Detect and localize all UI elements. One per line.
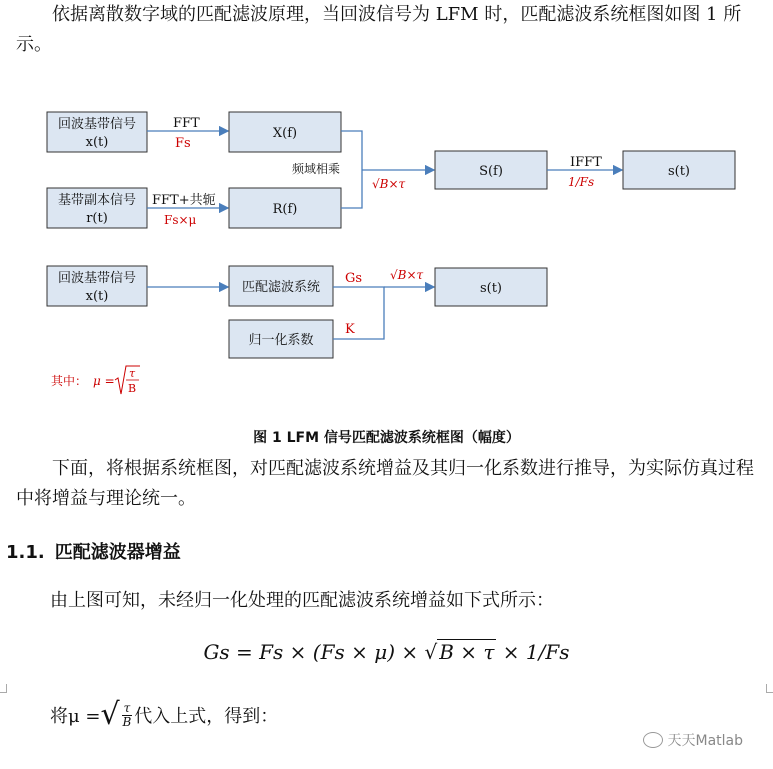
figure-caption: 图 1 LFM 信号匹配滤波系统框图（幅度） [253,430,520,446]
norm-coeff-box-label: 归一化系数 [248,333,314,348]
substitution-line [50,697,279,732]
paragraph-2: 下面，将根据系统框图，对匹配滤波系统增益及其归一化系数进行推导，为实际仿真过程中将增益与理论统一。 [16,458,754,509]
sub-prefix: 将μ = [50,706,101,727]
ifft-label: IFFT [570,155,602,170]
ref-signal-box-line1: 基带副本信号 [57,193,137,208]
frac-num: τ [123,700,131,715]
k-label: K [345,322,355,337]
xf-box-label: X(f) [272,126,298,141]
fft-label: FFT [173,116,200,131]
echo-signal-box-1-line2: x(t) [85,135,109,150]
fft-conj-label: FFT+共轭 [152,193,216,208]
note-b: B [128,382,137,395]
tau-over-b-fraction [122,702,133,729]
fs-mu-label: Fs×μ [164,213,197,227]
echo-signal-box-1-line1: 回波基带信号 [57,117,137,132]
sub-suffix: 代入上式，得到： [134,706,279,727]
section-heading [6,538,191,564]
fs-label: Fs [175,136,191,151]
note-mu: μ = [93,374,115,388]
echo-signal-box-2-line2: x(t) [85,289,109,304]
frac-den: B [122,714,132,729]
wechat-icon [643,732,663,748]
section-number: 1.1. [6,542,45,563]
watermark-text: 天天Matlab [667,733,743,749]
gs-label: Gs [345,271,363,286]
freq-multiply-label: 频域相乘 [292,162,341,176]
one-over-fs-label: 1/Fs [568,175,595,189]
page-corner-left [0,684,7,693]
formula-right: × 1/Fs [496,640,570,664]
intro-paragraph: 依据离散数字域的匹配滤波原理，当回波信号为 LFM 时，匹配滤波系统框图如图 1 所示。 [16,4,742,55]
st-box-1-label: s(t) [667,164,691,179]
sqrt-btau-label-1: √B×τ [372,177,406,191]
mf-system-box-label: 匹配滤波系统 [241,280,321,295]
page-corner-right [766,684,773,693]
rf-box-label: R(f) [272,202,298,217]
sf-box-label: S(f) [479,164,503,179]
formula-root: B × τ [439,640,495,664]
section-title: 匹配滤波器增益 [54,542,181,563]
watermark [643,730,743,750]
formula-left: Gs = Fs × (Fs × μ) × √ [203,640,438,664]
sqrt-btau-label-2: √B×τ [390,268,424,282]
paragraph-3: 由上图可知，未经归一化处理的匹配滤波系统增益如下式所示： [50,590,554,611]
note-tau: τ [129,367,136,380]
sqrt-icon: √ [100,697,120,732]
st-box-2-label: s(t) [479,281,503,296]
echo-signal-box-2-line1: 回波基带信号 [57,271,137,286]
ref-signal-box-line2: r(t) [86,211,108,226]
note-prefix: 其中： [51,374,88,388]
gain-formula [0,640,773,664]
